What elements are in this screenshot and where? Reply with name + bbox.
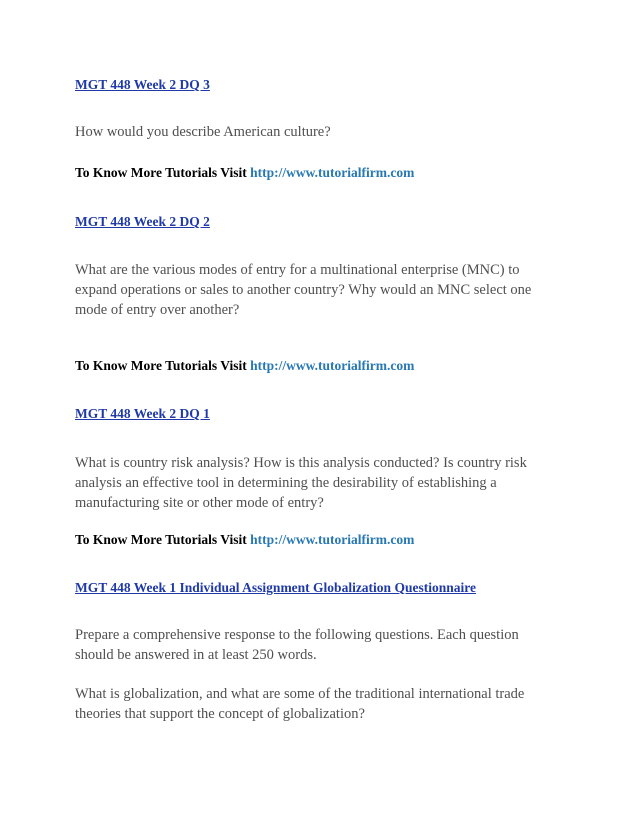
question-text: How would you describe American culture? bbox=[75, 124, 331, 140]
visit-label: To Know More Tutorials Visit bbox=[75, 532, 247, 547]
section-heading-week2-dq2[interactable]: MGT 448 Week 2 DQ 2 bbox=[75, 214, 210, 229]
question-text bbox=[75, 453, 555, 513]
tutorial-link[interactable]: http://www.tutorialfirm.com bbox=[250, 532, 415, 547]
section-heading-week2-dq1[interactable]: MGT 448 Week 2 DQ 1 bbox=[75, 406, 210, 421]
tutorial-visit-line bbox=[75, 165, 414, 181]
question-line: What is country risk analysis? How is this analysis conducted? Is country risk bbox=[75, 455, 527, 471]
paragraph-line: Prepare a comprehensive response to the following questions. Each question bbox=[75, 627, 519, 643]
visit-label: To Know More Tutorials Visit bbox=[75, 358, 247, 373]
visit-label: To Know More Tutorials Visit bbox=[75, 165, 247, 180]
tutorial-visit-line bbox=[75, 532, 414, 548]
section-heading-week2-dq3[interactable]: MGT 448 Week 2 DQ 3 bbox=[75, 77, 210, 92]
paragraph-line: should be answered in at least 250 words. bbox=[75, 647, 317, 663]
question-line: analysis an effective tool in determining the desirability of establishing a bbox=[75, 475, 497, 491]
question-text bbox=[75, 684, 555, 724]
instructions-text bbox=[75, 625, 555, 665]
section-heading-week1-assignment[interactable]: MGT 448 Week 1 Individual Assignment Globalization Questionnaire bbox=[75, 580, 476, 595]
question-line: mode of entry over another? bbox=[75, 302, 240, 318]
question-text bbox=[75, 260, 555, 320]
paragraph-line: What is globalization, and what are some of the traditional international trade bbox=[75, 686, 525, 702]
tutorial-link[interactable]: http://www.tutorialfirm.com bbox=[250, 358, 415, 373]
tutorial-link[interactable]: http://www.tutorialfirm.com bbox=[250, 165, 415, 180]
question-line: manufacturing site or other mode of entry? bbox=[75, 495, 324, 511]
question-line: What are the various modes of entry for a multinational enterprise (MNC) to bbox=[75, 262, 520, 278]
tutorial-visit-line bbox=[75, 358, 414, 374]
question-line: expand operations or sales to another country? Why would an MNC select one bbox=[75, 282, 532, 298]
paragraph-line: theories that support the concept of globalization? bbox=[75, 706, 365, 722]
